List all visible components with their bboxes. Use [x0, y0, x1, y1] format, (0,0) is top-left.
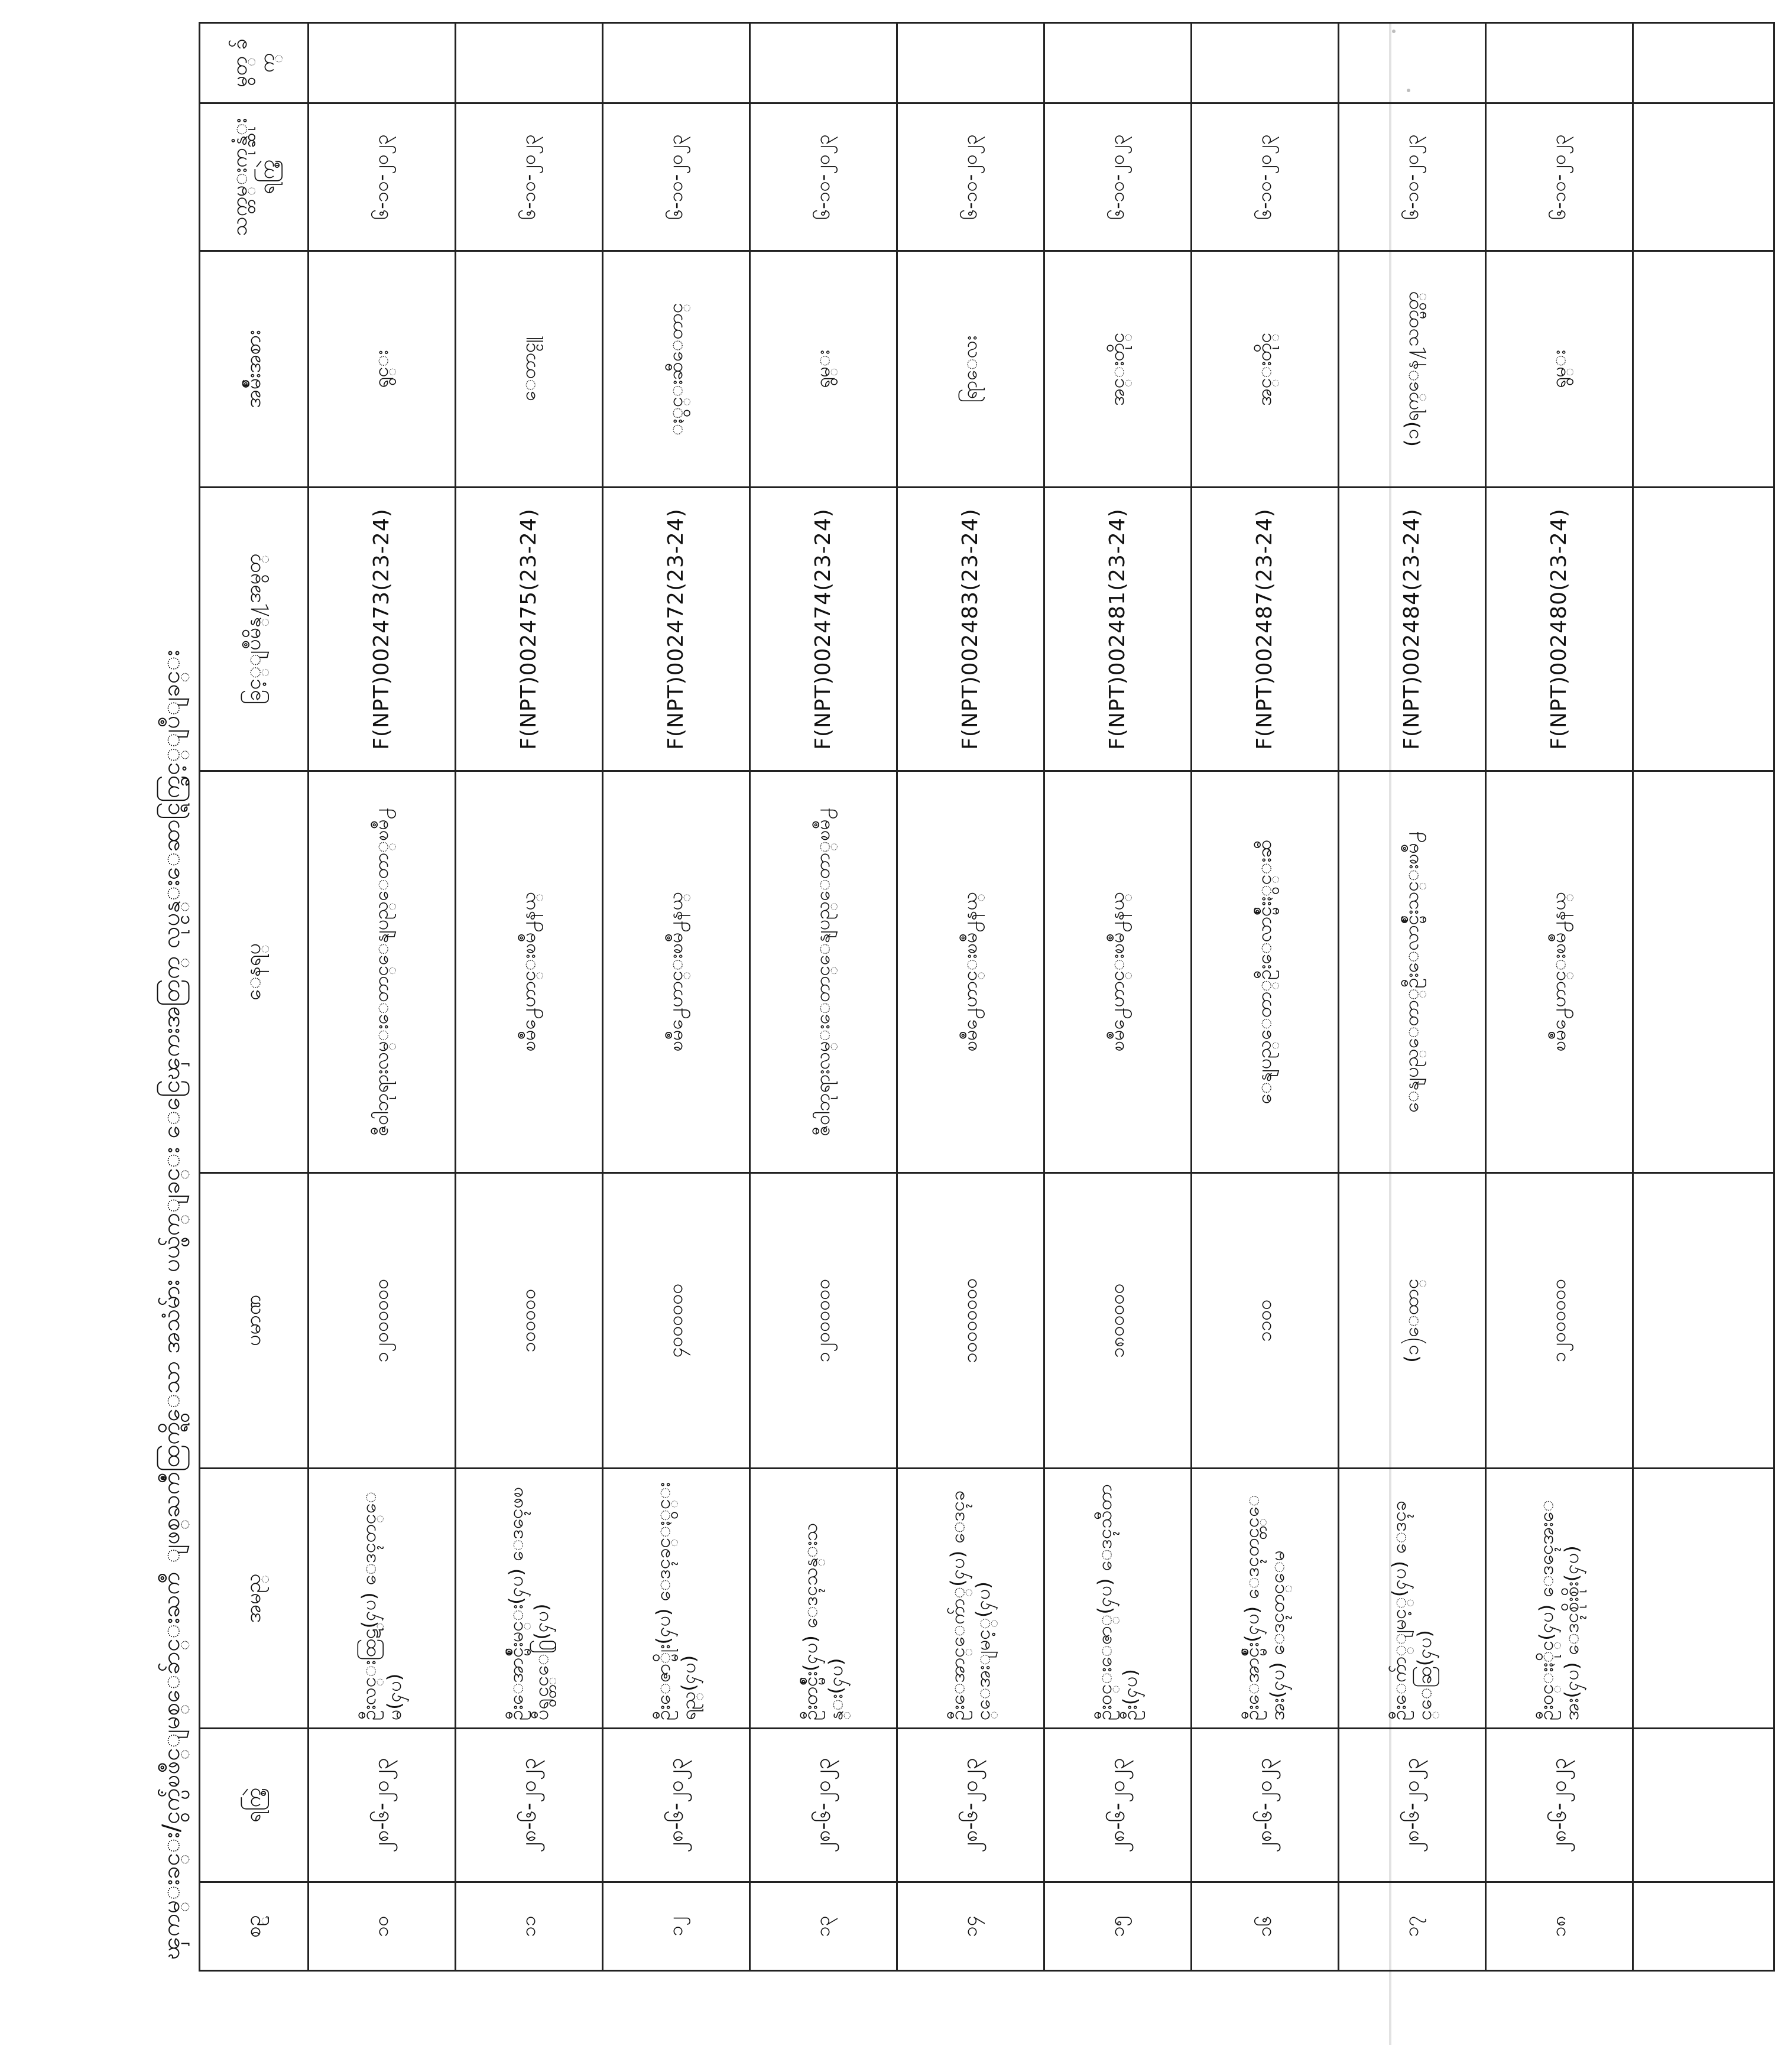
cell-address: ဇီဝါဘုရားလမ္းေတာင္ေနျပည္ေတာ္ၿမိဳ႕: [750, 771, 897, 1173]
header-date: ရက္စြဲ: [200, 1729, 309, 1882]
cell-empty: [1633, 1469, 1774, 1729]
cell-no: ၁၁: [456, 1882, 603, 1971]
table-row: [1192, 23, 1339, 1971]
cell-address: ၿမိဳ႕ေဟာင္းၿမိဳ႕နယ္: [1486, 771, 1633, 1173]
cell-no: ၁၈: [1486, 1882, 1633, 1971]
cell-permit-no: F(NPT)002480(23-24): [1486, 488, 1633, 771]
cell-amount: ၁၀၀၀၀၀: [456, 1173, 603, 1469]
cell-date: ၂၈-၆-၂၀၂၃: [309, 1729, 456, 1882]
cell-remark: [750, 23, 897, 103]
cell-type: ရွမ္း: [1486, 251, 1633, 488]
cell-address: ဇီဝါဘုရားလမ္းေတာင္ေနျပည္ေတာ္ၿမိဳ႕: [309, 771, 456, 1173]
cell-permit-no: F(NPT)002484(23-24): [1339, 488, 1486, 771]
cell-empty: [1633, 1882, 1774, 1971]
cell-type: ရွမ္း: [750, 251, 897, 488]
cell-name: ဦးဝင္းႏိုင္(ႁပ) ေဒၚေအးေအး(ႁပ) ေဒၚစိုးစိုး(ႁပ): [1486, 1469, 1633, 1729]
cell-empty: [1633, 23, 1774, 103]
cell-validity: ၆-၁၀-၂၀၂၃: [750, 103, 897, 251]
cell-type: ရွင္း: [309, 251, 456, 488]
rotated-document: [148, 24, 1583, 1972]
cell-permit-no: F(NPT)002483(23-24): [897, 488, 1044, 771]
cell-amount: ၁၈၀၀၀၀၀: [1044, 1173, 1192, 1469]
table-row: [309, 23, 456, 1971]
cell-no: ၁၂: [603, 1882, 750, 1971]
cell-amount: ၁၂၀ဝ၀၀၀၀: [309, 1173, 456, 1469]
header-permit-no: ခြင့္ျပဳမိန္႔အမွတ္: [200, 488, 309, 771]
cell-empty: [1633, 771, 1774, 1173]
cell-permit-no: F(NPT)002475(23-24): [456, 488, 603, 771]
cell-type: အင္းတိုင္: [1192, 251, 1339, 488]
cell-no: ၁၃: [750, 1882, 897, 1971]
cell-name: ဦးေဇာ္မိုး(ႁပ) ေဒၚခင္ႏွင္းရည္(ႁပ): [603, 1469, 750, 1729]
cell-date: ၂၈-၆-၂၀၂၃: [897, 1729, 1044, 1882]
header-remark: မွတ္ ခ်က္: [200, 23, 309, 103]
cell-permit-no: F(NPT)002472(23-24): [603, 488, 750, 771]
cell-remark: [897, 23, 1044, 103]
table-row: [897, 23, 1044, 1971]
header-name: အမည္: [200, 1469, 309, 1729]
cell-date: ၂၈-၆-၂၀၂၃: [750, 1729, 897, 1882]
cell-validity: ၆-၁၀-၂၀၂၃: [1192, 103, 1339, 251]
cell-empty: [1633, 251, 1774, 488]
cell-empty: [1633, 488, 1774, 771]
header-address: ေနရပ္: [200, 771, 309, 1173]
table-row: [750, 23, 897, 1971]
table-row: [1044, 23, 1192, 1971]
permit-table: [199, 22, 1775, 1972]
cell-remark: [309, 23, 456, 103]
cell-validity: ၆-၁၀-၂၀၂၃: [456, 103, 603, 251]
cell-address: ေနျပည္ေတာ္ဦးေလာင္မ်ိဳးႏွင္းဆီ: [1192, 771, 1339, 1173]
cell-address: ၿမိဳ႕ေဟာင္းၿမိဳ႕နယ္: [603, 771, 750, 1173]
cell-date: ၂၈-၆-၂၀၂၃: [1486, 1729, 1633, 1882]
cell-no: ၁၅: [1044, 1882, 1192, 1971]
cell-amount: ၁၁၀၀: [1192, 1173, 1339, 1469]
cell-empty: [1633, 103, 1774, 251]
cell-name: ဦးေက်ာ္ျမင့္(ႁပ) ေဒၚခင္ေဆြ(ႁပ): [1339, 1469, 1486, 1729]
cell-type: (၁)ရက္ေန႔သတ္မွတ္: [1339, 251, 1486, 488]
cell-amount: ၄၀၀၀၀၀၀: [603, 1173, 750, 1469]
header-validity: သက္တမ္းကုန္ဆံုး ရက္စြဲ: [200, 103, 309, 251]
cell-validity: ၆-၁၀-၂၀၂၃: [1339, 103, 1486, 251]
table-row: [456, 23, 603, 1971]
table-row: [603, 23, 750, 1971]
cell-permit-no: F(NPT)002487(23-24): [1192, 488, 1339, 771]
cell-type: ရြာေလး: [897, 251, 1044, 488]
cell-validity: ၆-၁၀-၂၀၂၃: [897, 103, 1044, 251]
cell-permit-no: F(NPT)002474(23-24): [750, 488, 897, 771]
cell-address: ၿမိဳ႕ေဟာင္းၿမိဳ႕နယ္: [897, 771, 1044, 1173]
cell-type: အင္းတိုင္: [1044, 251, 1192, 488]
cell-date: ၂၈-၆-၂၀၂၃: [1339, 1729, 1486, 1882]
cell-remark: [1486, 23, 1633, 103]
cell-amount: ၁၂၀၀၀၀၀၀: [750, 1173, 897, 1469]
cell-date: ၂၈-၆-၂၀၂၃: [603, 1729, 750, 1882]
cell-name: ဦးေအာင္မ်ိဳး(ႁပ) ေဒၚတင္တင္ေအး(ႁပ) ေဒၚတင္ေမ: [1192, 1469, 1339, 1729]
cell-empty: [1633, 1173, 1774, 1469]
cell-type: ေတာင္ငူ: [456, 251, 603, 488]
cell-address: ၿမိဳ႕ေဟာင္းၿမိဳ႕နယ္: [1044, 771, 1192, 1173]
table-row: [1339, 23, 1486, 1971]
cell-amount: (၁)ေထာင္: [1339, 1173, 1486, 1469]
cell-address: ေနျပည္ေတာ္ဦးေလာင္မ်ိဳးသင္းၿမိဳ႕: [1339, 771, 1486, 1173]
cell-remark: [603, 23, 750, 103]
cell-date: ၂၈-၆-၂၀၂၃: [456, 1729, 603, 1882]
cell-remark: [1044, 23, 1192, 103]
table-header-row: [200, 23, 309, 1971]
header-amount: ပမာဏ: [200, 1173, 309, 1469]
header-type: အမ်ိဳးအစား: [200, 251, 309, 488]
cell-date: ၂၈-၆-၂၀၂၃: [1192, 1729, 1339, 1882]
cell-name: ဦးလင္းထြဋ္(ႁပ) ေဒၚတင္ေမ(ႁပ): [309, 1469, 456, 1729]
cell-empty: [1633, 1729, 1774, 1882]
cell-permit-no: F(NPT)002481(23-24): [1044, 488, 1192, 771]
cell-remark: [1192, 23, 1339, 103]
cell-name: ဦးဝင္းေဇာ္(ႁပ) ေဒၚသီတာဦး(ႁပ): [1044, 1469, 1192, 1729]
cell-date: ၂၈-၆-၂၀၂၃: [1044, 1729, 1192, 1882]
cell-name: ဦးေအာင္ေက်ာ္(ႁပ) ေဒၚခင္ေအးျမင့္(ႁပ): [897, 1469, 1044, 1729]
cell-amount: ၁၂၀၀၀၀၀၀: [1486, 1173, 1633, 1469]
table-row: [1486, 23, 1633, 1971]
header-no: စဥ္: [200, 1882, 309, 1971]
cell-no: ၁၀: [309, 1882, 456, 1971]
cell-validity: ၆-၁၀-၂၀၂၃: [1486, 103, 1633, 251]
cell-no: ၁၆: [1192, 1882, 1339, 1971]
cell-amount: ၁၀၀၀၀၀၀၀: [897, 1173, 1044, 1469]
cell-validity: ၆-၁၀-၂၀၂၃: [603, 103, 750, 251]
cell-address: ၿမိဳ႕ေဟာင္းၿမိဳ႕နယ္: [456, 771, 603, 1173]
cell-validity: ၆-၁၀-၂၀၂၃: [1044, 103, 1192, 251]
cell-permit-no: F(NPT)002473(23-24): [309, 488, 456, 771]
cell-remark: [456, 23, 603, 103]
table-row-empty: [1633, 23, 1774, 1971]
cell-validity: ၆-၁၀-၂၀၂၃: [309, 103, 456, 251]
cell-name: ဦးတင္မ်ိဳး(ႁပ) ေဒၚသန္းသန္း(ႁပ): [750, 1469, 897, 1729]
cell-type: ႏွင္းဆီေတာင္: [603, 251, 750, 488]
cell-no: ၁၇: [1339, 1882, 1486, 1971]
cell-remark: [1339, 23, 1486, 103]
cell-no: ၁၄: [897, 1882, 1044, 1971]
cell-name: ဦးေအာင္မ်ိဳးမင္း(ႁပ) ေဒၚေဖၿပီရွင္တင္ေ႐ြ(ႁပ): [456, 1469, 603, 1729]
document-title: ၾကမ္းခင္း/ငွက္ပ်ံၿဖိဳင္ျမစ္ေခ်ာင္းႀကိဳ ျဖစ္ႀကဳံထြက္ရွိေသာ အသံမ်ား ပယ္ဖ်က္ျခင္း ေငြေၾကးအတြက္ လုပ္ငန္းေဆာင္ရြက္ခြင့္ျပဳျခင္း: [158, 649, 185, 1960]
